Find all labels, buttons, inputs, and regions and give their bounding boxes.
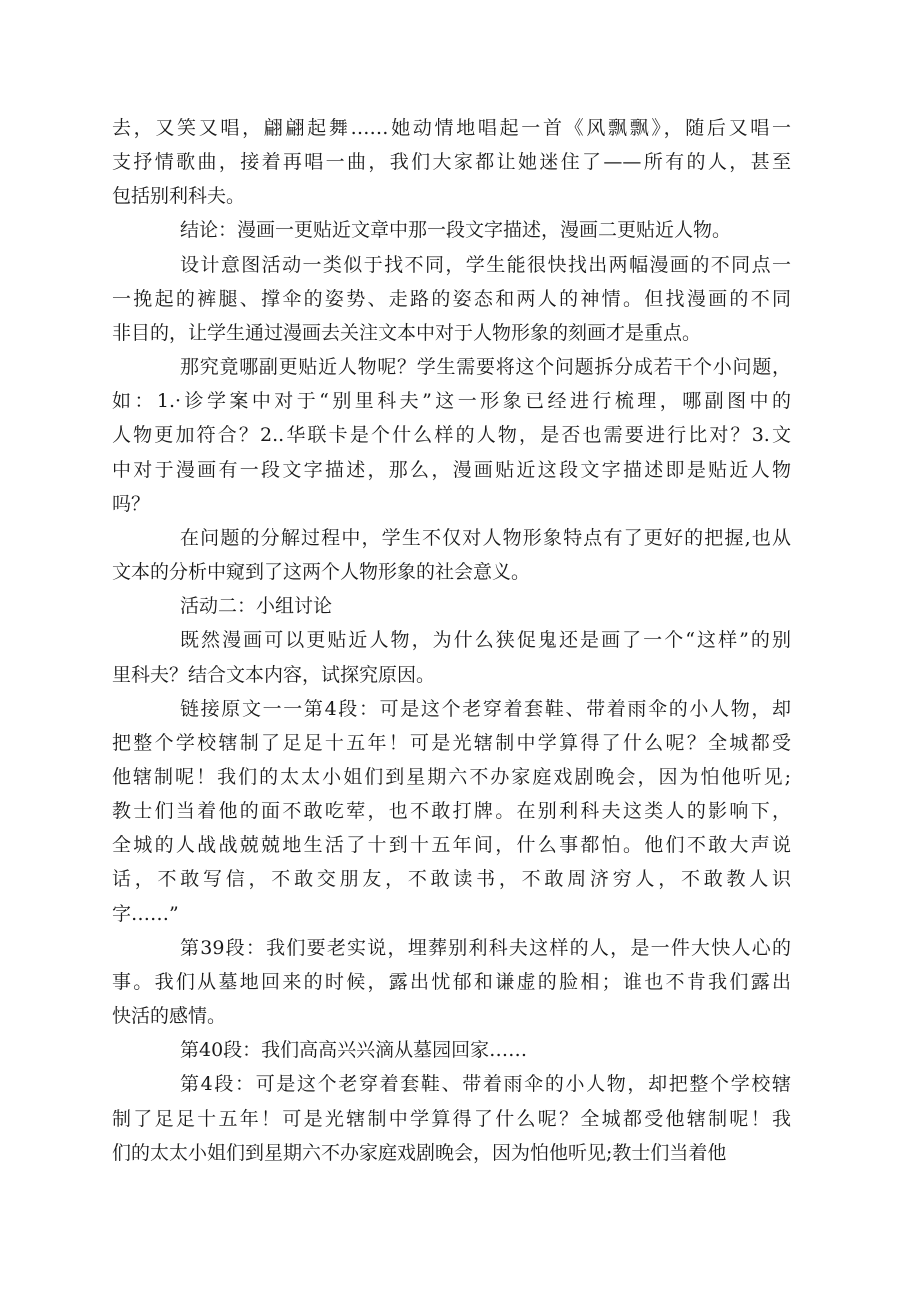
text-line: 一挽起的裤腿、撑伞的姿势、走路的姿态和两人的神情。但找漫画的不同	[112, 287, 791, 310]
text-line: 里科夫？结合文本内容，试探究原因。	[112, 663, 436, 686]
paragraph	[112, 111, 791, 213]
text-line: 事。我们从墓地回来的时候，露出忧郁和谦虚的脸相；谁也不肯我们露出	[112, 970, 791, 993]
text-line: 把整个学校辖制了足足十五年！可是光辖制中学算得了什么呢？全城都受	[112, 731, 791, 754]
paragraph	[112, 1033, 791, 1067]
text-line: 既然漫画可以更贴近人物，为什么狭促鬼还是画了一个“这样”的别	[180, 629, 791, 652]
paragraph	[112, 248, 791, 350]
text-line: 活动二：小组讨论	[180, 595, 333, 618]
text-line: 教士们当着他的面不敢吃荤，也不敢打牌。在别利科夫这类人的影响下，	[112, 800, 791, 823]
text-line: 链接原文一一第4段：可是这个老穿着套鞋、带着雨伞的小人物，却	[180, 697, 791, 720]
paragraph	[112, 213, 791, 247]
paragraph	[112, 589, 791, 623]
text-line: 全城的人战战兢兢地生活了十到十五年间，什么事都怕。他们不敢大声说	[112, 834, 791, 857]
text-line: 非目的，让学生通过漫画去关注文本中对于人物形象的刻画才是重点。	[112, 321, 702, 344]
text-line: 在问题的分解过程中，学生不仅对人物形象特点有了更好的把握,也从	[180, 526, 791, 549]
text-line: 话，不敢写信，不敢交朋友，不敢读书，不敢周济穷人，不敢教人识	[112, 868, 791, 891]
text-line: 去，又笑又唱，翩翩起舞……她动情地唱起一首《风飘飘》，随后又唱一	[112, 117, 791, 139]
text-line: 字……”	[112, 902, 179, 925]
paragraph	[112, 623, 791, 691]
text-line: 中对于漫画有一段文字描述，那么，漫画贴近这段文字描述即是贴近人物	[112, 458, 791, 481]
paragraph	[112, 931, 791, 1033]
text-line: 们的太太小姐们到星期六不办家庭戏剧晚会，因为怕他听见;教士们当着他	[112, 1141, 727, 1164]
text-line: 快活的感情。	[112, 1005, 227, 1028]
text-line: 第4段：可是这个老穿着套鞋、带着雨伞的小人物，却把整个学校辖	[180, 1073, 791, 1096]
text-line: 第40段：我们高高兴兴滴从墓园回家……	[180, 1039, 528, 1062]
paragraph	[112, 350, 791, 521]
text-line: 那究竟哪副更贴近人物呢？学生需要将这个问题拆分成若干个小问题，	[180, 356, 791, 379]
paragraph	[112, 1067, 791, 1169]
document-page	[112, 111, 791, 1170]
text-line: 结论：漫画一更贴近文章中那一段文字描述，漫画二更贴近人物。	[180, 219, 732, 242]
paragraph	[112, 521, 791, 589]
text-line: 文本的分析中窥到了这两个人物形象的社会意义。	[112, 561, 531, 584]
text-line: 他辖制呢！我们的太太小姐们到星期六不办家庭戏剧晚会，因为怕他听见;	[112, 765, 791, 788]
text-line: 包括别利科夫。	[112, 185, 246, 208]
text-line: 支抒情歌曲，接着再唱一曲，我们大家都让她迷住了——所有的人，甚至	[112, 151, 791, 174]
text-line: 制了足足十五年！可是光辖制中学算得了什么呢？全城都受他辖制呢！我	[112, 1107, 791, 1130]
text-line: 吗？	[112, 492, 151, 515]
text-line: 人物更加符合？2..华联卡是个什么样的人物，是否也需要进行比对？3.文	[112, 424, 791, 447]
text-line: 设计意图活动一类似于找不同，学生能很快找出两幅漫画的不同点一	[180, 253, 791, 276]
paragraph	[112, 692, 791, 931]
text-line: 第39段：我们要老实说，埋葬别利科夫这样的人，是一件大快人心的	[180, 936, 791, 959]
text-line: 如：1.·诊学案中对于“别里科夫”这一形象已经进行梳理，哪副图中的	[112, 390, 791, 413]
